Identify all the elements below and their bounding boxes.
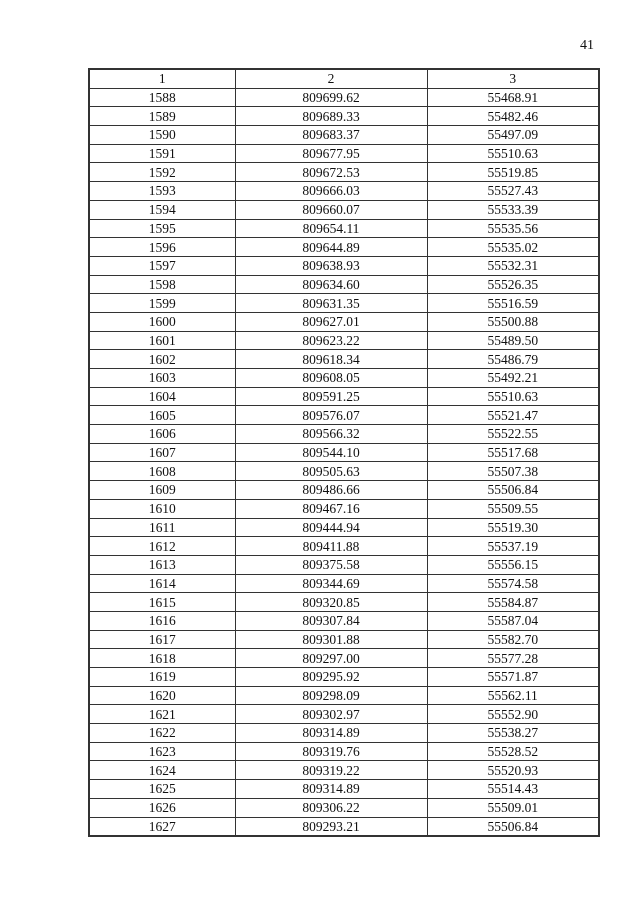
table-row <box>89 107 599 126</box>
table-cell-col-3: 55562.11 <box>427 686 599 705</box>
table-row <box>89 294 599 313</box>
table-cell-col-1: 1597 <box>89 256 235 275</box>
table-cell-col-2: 809411.88 <box>235 537 427 556</box>
table-cell-col-3: 55517.68 <box>427 443 599 462</box>
table-cell-col-2: 809634.60 <box>235 275 427 294</box>
table-row <box>89 649 599 668</box>
table-cell-col-2: 809689.33 <box>235 107 427 126</box>
table-cell-col-3: 55521.47 <box>427 406 599 425</box>
table-row <box>89 817 599 836</box>
table-row <box>89 630 599 649</box>
table-cell-col-1: 1621 <box>89 705 235 724</box>
table-cell-col-2: 809297.00 <box>235 649 427 668</box>
table-cell-col-1: 1604 <box>89 387 235 406</box>
table-row <box>89 350 599 369</box>
table-row <box>89 275 599 294</box>
table-row <box>89 518 599 537</box>
table-row <box>89 537 599 556</box>
table-cell-col-3: 55497.09 <box>427 126 599 145</box>
table-row <box>89 88 599 107</box>
table-cell-col-1: 1626 <box>89 798 235 817</box>
table-cell-col-3: 55506.84 <box>427 817 599 836</box>
table-cell-col-1: 1598 <box>89 275 235 294</box>
table-cell-col-1: 1603 <box>89 369 235 388</box>
table-cell-col-1: 1607 <box>89 443 235 462</box>
table-cell-col-1: 1592 <box>89 163 235 182</box>
table-cell-col-1: 1610 <box>89 499 235 518</box>
table-cell-col-3: 55587.04 <box>427 611 599 630</box>
table-cell-col-2: 809298.09 <box>235 686 427 705</box>
table-cell-col-2: 809319.22 <box>235 761 427 780</box>
table-cell-col-1: 1596 <box>89 238 235 257</box>
table-row <box>89 668 599 687</box>
table-cell-col-1: 1602 <box>89 350 235 369</box>
table-cell-col-1: 1609 <box>89 481 235 500</box>
table-row <box>89 219 599 238</box>
table-cell-col-3: 55528.52 <box>427 742 599 761</box>
table-cell-col-2: 809486.66 <box>235 481 427 500</box>
table-cell-col-1: 1617 <box>89 630 235 649</box>
table-cell-col-3: 55532.31 <box>427 256 599 275</box>
table-cell-col-2: 809644.89 <box>235 238 427 257</box>
table-cell-col-1: 1601 <box>89 331 235 350</box>
table-row <box>89 425 599 444</box>
table-row <box>89 705 599 724</box>
table-cell-col-1: 1620 <box>89 686 235 705</box>
table-cell-col-3: 55535.56 <box>427 219 599 238</box>
table-cell-col-3: 55489.50 <box>427 331 599 350</box>
table-cell-col-2: 809677.95 <box>235 144 427 163</box>
table-cell-col-2: 809699.62 <box>235 88 427 107</box>
table-cell-col-1: 1618 <box>89 649 235 668</box>
table-cell-col-2: 809566.32 <box>235 425 427 444</box>
table-cell-col-3: 55571.87 <box>427 668 599 687</box>
table-cell-col-3: 55552.90 <box>427 705 599 724</box>
table-row <box>89 200 599 219</box>
table-cell-col-1: 1595 <box>89 219 235 238</box>
table-cell-col-1: 1616 <box>89 611 235 630</box>
table-cell-col-2: 809683.37 <box>235 126 427 145</box>
table-cell-col-3: 55500.88 <box>427 312 599 331</box>
table-cell-col-3: 55516.59 <box>427 294 599 313</box>
table-cell-col-3: 55492.21 <box>427 369 599 388</box>
table-row <box>89 611 599 630</box>
table-row <box>89 126 599 145</box>
table-cell-col-2: 809608.05 <box>235 369 427 388</box>
table-row <box>89 182 599 201</box>
table-cell-col-1: 1599 <box>89 294 235 313</box>
table-row <box>89 163 599 182</box>
table-cell-col-3: 55538.27 <box>427 724 599 743</box>
table-cell-col-2: 809314.89 <box>235 780 427 799</box>
table-row <box>89 443 599 462</box>
table-row <box>89 462 599 481</box>
table-cell-col-1: 1623 <box>89 742 235 761</box>
table-cell-col-1: 1622 <box>89 724 235 743</box>
table-cell-col-1: 1590 <box>89 126 235 145</box>
table-cell-col-2: 809505.63 <box>235 462 427 481</box>
table-cell-col-2: 809314.89 <box>235 724 427 743</box>
table-cell-col-2: 809306.22 <box>235 798 427 817</box>
table-row <box>89 387 599 406</box>
table-cell-col-3: 55533.39 <box>427 200 599 219</box>
table-cell-col-3: 55519.85 <box>427 163 599 182</box>
column-header-2: 2 <box>235 69 427 88</box>
table-cell-col-2: 809638.93 <box>235 256 427 275</box>
table-cell-col-3: 55468.91 <box>427 88 599 107</box>
table-cell-col-3: 55522.55 <box>427 425 599 444</box>
table-body <box>89 88 599 836</box>
table-row <box>89 593 599 612</box>
table-row <box>89 256 599 275</box>
table-row <box>89 312 599 331</box>
table-cell-col-2: 809302.97 <box>235 705 427 724</box>
table-row <box>89 499 599 518</box>
table-cell-col-2: 809544.10 <box>235 443 427 462</box>
table-cell-col-3: 55582.70 <box>427 630 599 649</box>
table-cell-col-3: 55510.63 <box>427 144 599 163</box>
table-cell-col-3: 55507.38 <box>427 462 599 481</box>
table-row <box>89 574 599 593</box>
table-row <box>89 144 599 163</box>
table-cell-col-2: 809301.88 <box>235 630 427 649</box>
table-cell-col-2: 809467.16 <box>235 499 427 518</box>
table-header-row <box>89 69 599 88</box>
table-cell-col-1: 1627 <box>89 817 235 836</box>
table-cell-col-3: 55574.58 <box>427 574 599 593</box>
table-cell-col-3: 55510.63 <box>427 387 599 406</box>
table-cell-col-1: 1612 <box>89 537 235 556</box>
table-cell-col-2: 809295.92 <box>235 668 427 687</box>
table-cell-col-3: 55486.79 <box>427 350 599 369</box>
table-cell-col-2: 809654.11 <box>235 219 427 238</box>
table-cell-col-1: 1600 <box>89 312 235 331</box>
table-cell-col-1: 1613 <box>89 555 235 574</box>
table-cell-col-1: 1608 <box>89 462 235 481</box>
table-cell-col-1: 1611 <box>89 518 235 537</box>
coordinates-table <box>88 68 600 837</box>
table-row <box>89 780 599 799</box>
table-cell-col-2: 809623.22 <box>235 331 427 350</box>
table-cell-col-3: 55514.43 <box>427 780 599 799</box>
column-header-3: 3 <box>427 69 599 88</box>
table-cell-col-2: 809344.69 <box>235 574 427 593</box>
table-cell-col-3: 55584.87 <box>427 593 599 612</box>
table-cell-col-3: 55520.93 <box>427 761 599 780</box>
table-cell-col-1: 1594 <box>89 200 235 219</box>
table-cell-col-1: 1591 <box>89 144 235 163</box>
page-number: 41 <box>580 38 594 53</box>
table-cell-col-3: 55519.30 <box>427 518 599 537</box>
table-cell-col-2: 809618.34 <box>235 350 427 369</box>
table-cell-col-2: 809672.53 <box>235 163 427 182</box>
table-cell-col-3: 55482.46 <box>427 107 599 126</box>
table-cell-col-3: 55527.43 <box>427 182 599 201</box>
table-cell-col-1: 1624 <box>89 761 235 780</box>
table-cell-col-3: 55577.28 <box>427 649 599 668</box>
table-row <box>89 555 599 574</box>
table-cell-col-2: 809627.01 <box>235 312 427 331</box>
table-cell-col-1: 1606 <box>89 425 235 444</box>
table-row <box>89 742 599 761</box>
table-row <box>89 406 599 425</box>
table-cell-col-2: 809576.07 <box>235 406 427 425</box>
table-row <box>89 724 599 743</box>
table-row <box>89 761 599 780</box>
column-header-1: 1 <box>89 69 235 88</box>
table-cell-col-2: 809307.84 <box>235 611 427 630</box>
table-cell-col-1: 1593 <box>89 182 235 201</box>
table-cell-col-1: 1615 <box>89 593 235 612</box>
table-row <box>89 331 599 350</box>
table-cell-col-2: 809666.03 <box>235 182 427 201</box>
table-cell-col-1: 1625 <box>89 780 235 799</box>
table-cell-col-1: 1605 <box>89 406 235 425</box>
table-cell-col-1: 1589 <box>89 107 235 126</box>
table-cell-col-2: 809631.35 <box>235 294 427 313</box>
table-cell-col-2: 809444.94 <box>235 518 427 537</box>
table-cell-col-2: 809591.25 <box>235 387 427 406</box>
table-cell-col-1: 1588 <box>89 88 235 107</box>
table-cell-col-2: 809375.58 <box>235 555 427 574</box>
table-cell-col-3: 55509.55 <box>427 499 599 518</box>
table-cell-col-2: 809319.76 <box>235 742 427 761</box>
table-cell-col-2: 809293.21 <box>235 817 427 836</box>
table-cell-col-3: 55556.15 <box>427 555 599 574</box>
table-cell-col-3: 55506.84 <box>427 481 599 500</box>
table-cell-col-3: 55526.35 <box>427 275 599 294</box>
table-cell-col-3: 55535.02 <box>427 238 599 257</box>
table-cell-col-3: 55509.01 <box>427 798 599 817</box>
table-cell-col-2: 809320.85 <box>235 593 427 612</box>
table-cell-col-1: 1619 <box>89 668 235 687</box>
table-row <box>89 798 599 817</box>
table-row <box>89 686 599 705</box>
table-cell-col-2: 809660.07 <box>235 200 427 219</box>
table-cell-col-3: 55537.19 <box>427 537 599 556</box>
table-row <box>89 481 599 500</box>
table-cell-col-1: 1614 <box>89 574 235 593</box>
table-row <box>89 369 599 388</box>
table-row <box>89 238 599 257</box>
